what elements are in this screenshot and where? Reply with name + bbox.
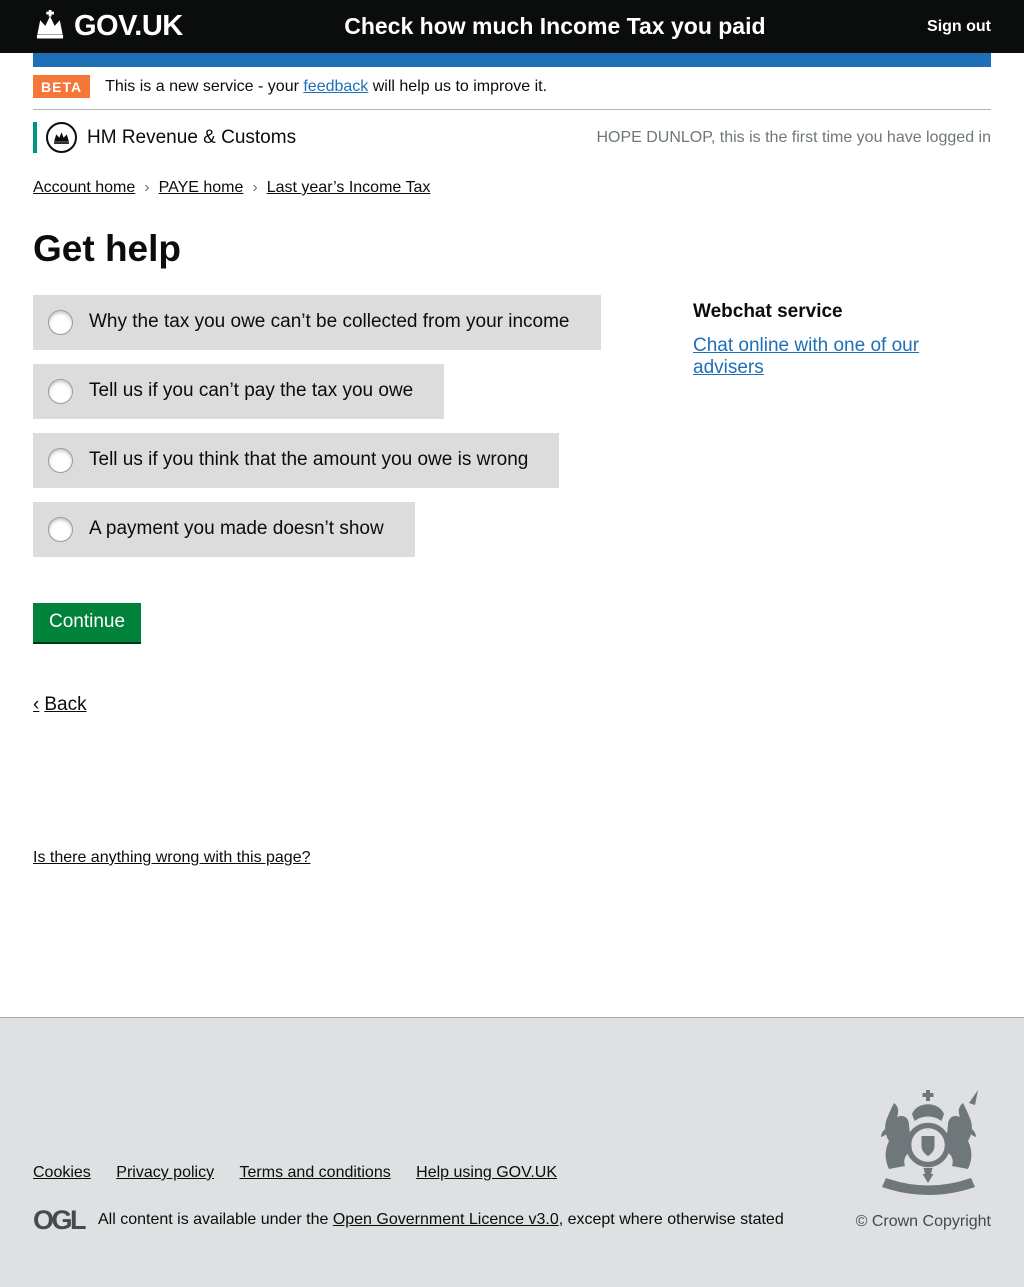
ogl-licence-row [33, 1205, 784, 1236]
page-title: Get help [33, 228, 182, 269]
webchat-panel [693, 295, 991, 716]
phase-banner-text: This is a new service - your feedback will help us to improve it. [105, 77, 548, 95]
crown-icon [33, 10, 67, 44]
footer-link-privacy-policy[interactable]: Privacy policy [116, 1163, 215, 1181]
breadcrumb-separator: › [144, 179, 150, 196]
ogl-logo: OGL [33, 1204, 84, 1235]
footer-link-terms-and-conditions[interactable]: Terms and conditions [239, 1163, 391, 1181]
crown-copyright-text: © Crown Copyright [855, 1212, 991, 1230]
hmrc-branding [33, 122, 296, 153]
radio-button-icon[interactable] [48, 517, 73, 542]
service-title[interactable]: Check how much Income Tax you paid [344, 13, 766, 39]
webchat-link[interactable]: Chat online with one of our advisers [693, 334, 920, 378]
breadcrumb-separator: › [252, 179, 258, 196]
header-blue-bar [33, 53, 991, 67]
royal-coat-of-arms [866, 1184, 991, 1201]
footer-link-cookies[interactable]: Cookies [33, 1163, 91, 1181]
govuk-footer [0, 1017, 1024, 1287]
govuk-logo-text: GOV.UK [74, 10, 183, 42]
option-amount-wrong[interactable]: Tell us if you think that the amount you owe is wrong [33, 433, 559, 488]
hmrc-crown-icon [46, 122, 77, 153]
options-column [33, 295, 693, 716]
option-payment-doesnt-show[interactable]: A payment you made doesn’t show [33, 502, 415, 557]
radio-button-icon[interactable] [48, 448, 73, 473]
breadcrumb-paye-home[interactable]: PAYE home [158, 179, 244, 196]
breadcrumb-last-year-income-tax[interactable]: Last year’s Income Tax [266, 179, 431, 196]
webchat-title: Webchat service [693, 300, 843, 322]
organisation-name: HM Revenue & Customs [87, 126, 297, 148]
ogl-licence-link[interactable]: Open Government Licence v3.0 [332, 1211, 559, 1229]
licence-text: All content is available under the Open Government Licence v3.0, except where otherwise stated [98, 1211, 784, 1229]
option-tax-cant-be-collected[interactable]: Why the tax you owe can’t be collected from your income [33, 295, 601, 350]
login-status-text: HOPE DUNLOP, this is the first time you have logged in [596, 128, 991, 146]
continue-button[interactable]: Continue [33, 603, 141, 642]
page-feedback-row [33, 849, 991, 1017]
govuk-header [0, 0, 1024, 53]
back-link[interactable]: ‹ Back [33, 693, 87, 715]
page-feedback-link[interactable]: Is there anything wrong with this page? [33, 848, 311, 866]
govuk-logo[interactable] [33, 10, 183, 44]
radio-button-icon[interactable] [48, 310, 73, 335]
footer-links [33, 1164, 784, 1182]
organisation-bar [33, 110, 991, 166]
breadcrumb [33, 179, 991, 197]
footer-link-help-using-govuk[interactable]: Help using GOV.UK [416, 1163, 557, 1181]
radio-button-icon[interactable] [48, 379, 73, 404]
beta-tag: BETA [33, 75, 90, 98]
back-chevron-icon: ‹ [33, 693, 40, 715]
phase-banner [33, 67, 991, 110]
sign-out-link[interactable]: Sign out [927, 17, 991, 35]
option-cant-pay-tax[interactable]: Tell us if you can’t pay the tax you owe [33, 364, 444, 419]
breadcrumb-account-home[interactable]: Account home [33, 179, 136, 196]
feedback-link[interactable]: feedback [303, 77, 369, 95]
